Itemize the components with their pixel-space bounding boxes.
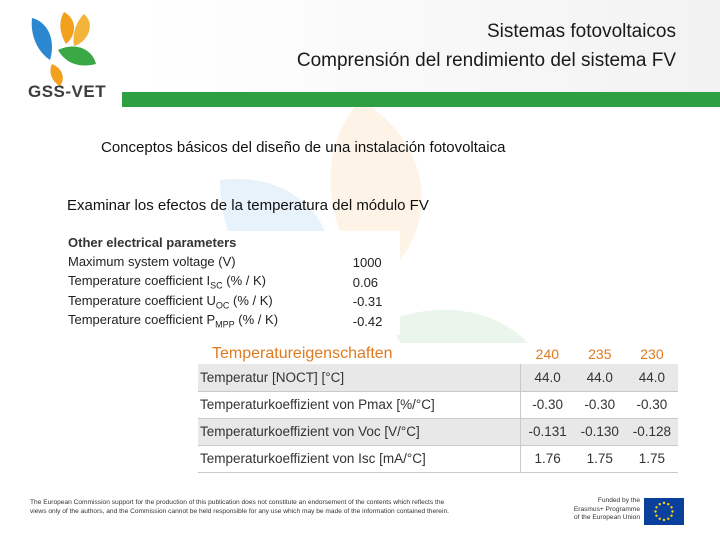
table-cell: 1.75 [574, 445, 626, 472]
row-value: -0.42 [352, 313, 383, 329]
slide-title-line1: Sistemas fotovoltaicos [486, 21, 676, 42]
funded-by-text: Funded by the Erasmus+ Programme of the European Union [573, 497, 640, 522]
eu-disclaimer: The European Commission support for the production of this publication does not constitute an endorsement of the contents which reflects the views only of the authors, and the Commission cannot be held responsible for any use which may be made of the information contained therein. [30, 499, 449, 515]
electrical-parameters-heading: Other electrical parameters [68, 235, 237, 250]
row-label: Temperature coefficient $I_{SC}$ (% / K) [68, 273, 266, 292]
row-label: Temperatur [NOCT] [°C] [198, 364, 521, 391]
column-header: 230 [640, 345, 664, 362]
table-cell: 1.76 [521, 445, 574, 472]
slide-title-line2: Comprensión del rendimiento del sistema FV [296, 50, 676, 71]
row-value: 1000 [352, 255, 382, 271]
row-value: 0.06 [352, 274, 379, 290]
table-cell: 44.0 [626, 364, 678, 391]
table-row [198, 445, 678, 472]
table-row [68, 312, 392, 332]
column-header: 240 [535, 345, 560, 362]
table-cell: -0.30 [626, 391, 678, 418]
table-cell: 44.0 [574, 364, 626, 391]
table-row [198, 364, 678, 391]
table-cell: 1.75 [626, 445, 678, 472]
header-green-bar [122, 92, 720, 107]
table-row [198, 418, 678, 445]
header-band [0, 0, 720, 92]
table-cell: 44.0 [521, 364, 574, 391]
row-label: Temperaturkoeffizient von Isc [mA/°C] [198, 445, 521, 472]
column-header: 235 [588, 345, 612, 362]
temperature-properties-table [198, 343, 678, 473]
slide-subtitle: Conceptos básicos del diseño de una instalación fotovoltaica [101, 139, 506, 156]
logo-text: GSS-VET [28, 82, 107, 101]
row-value: -0.31 [352, 294, 383, 310]
table-cell: -0.130 [574, 418, 626, 445]
table-cell: -0.30 [574, 391, 626, 418]
row-label: Temperaturkoeffizient von Voc [V/°C] [198, 418, 521, 445]
electrical-parameters-table [60, 231, 400, 335]
table-row [68, 273, 392, 293]
table-row [68, 253, 392, 273]
table-cell: -0.131 [521, 418, 574, 445]
eu-flag-icon [644, 498, 684, 525]
temperature-table-title: Temperatureigenschaften [212, 344, 393, 362]
table-row [198, 391, 678, 418]
row-label: Temperature coefficient $P_{MPP}$ (% / K) [68, 312, 279, 331]
row-label: Temperature coefficient $U_{OC}$ (% / K) [68, 292, 273, 311]
row-label: Temperaturkoeffizient von Pmax [%/°C] [198, 391, 521, 418]
row-label: Maximum system voltage (V) [68, 253, 236, 269]
table-cell: -0.128 [626, 418, 678, 445]
section-heading: Examinar los efectos de la temperatura del módulo FV [67, 197, 429, 214]
table-row [68, 292, 392, 312]
table-cell: -0.30 [521, 391, 574, 418]
